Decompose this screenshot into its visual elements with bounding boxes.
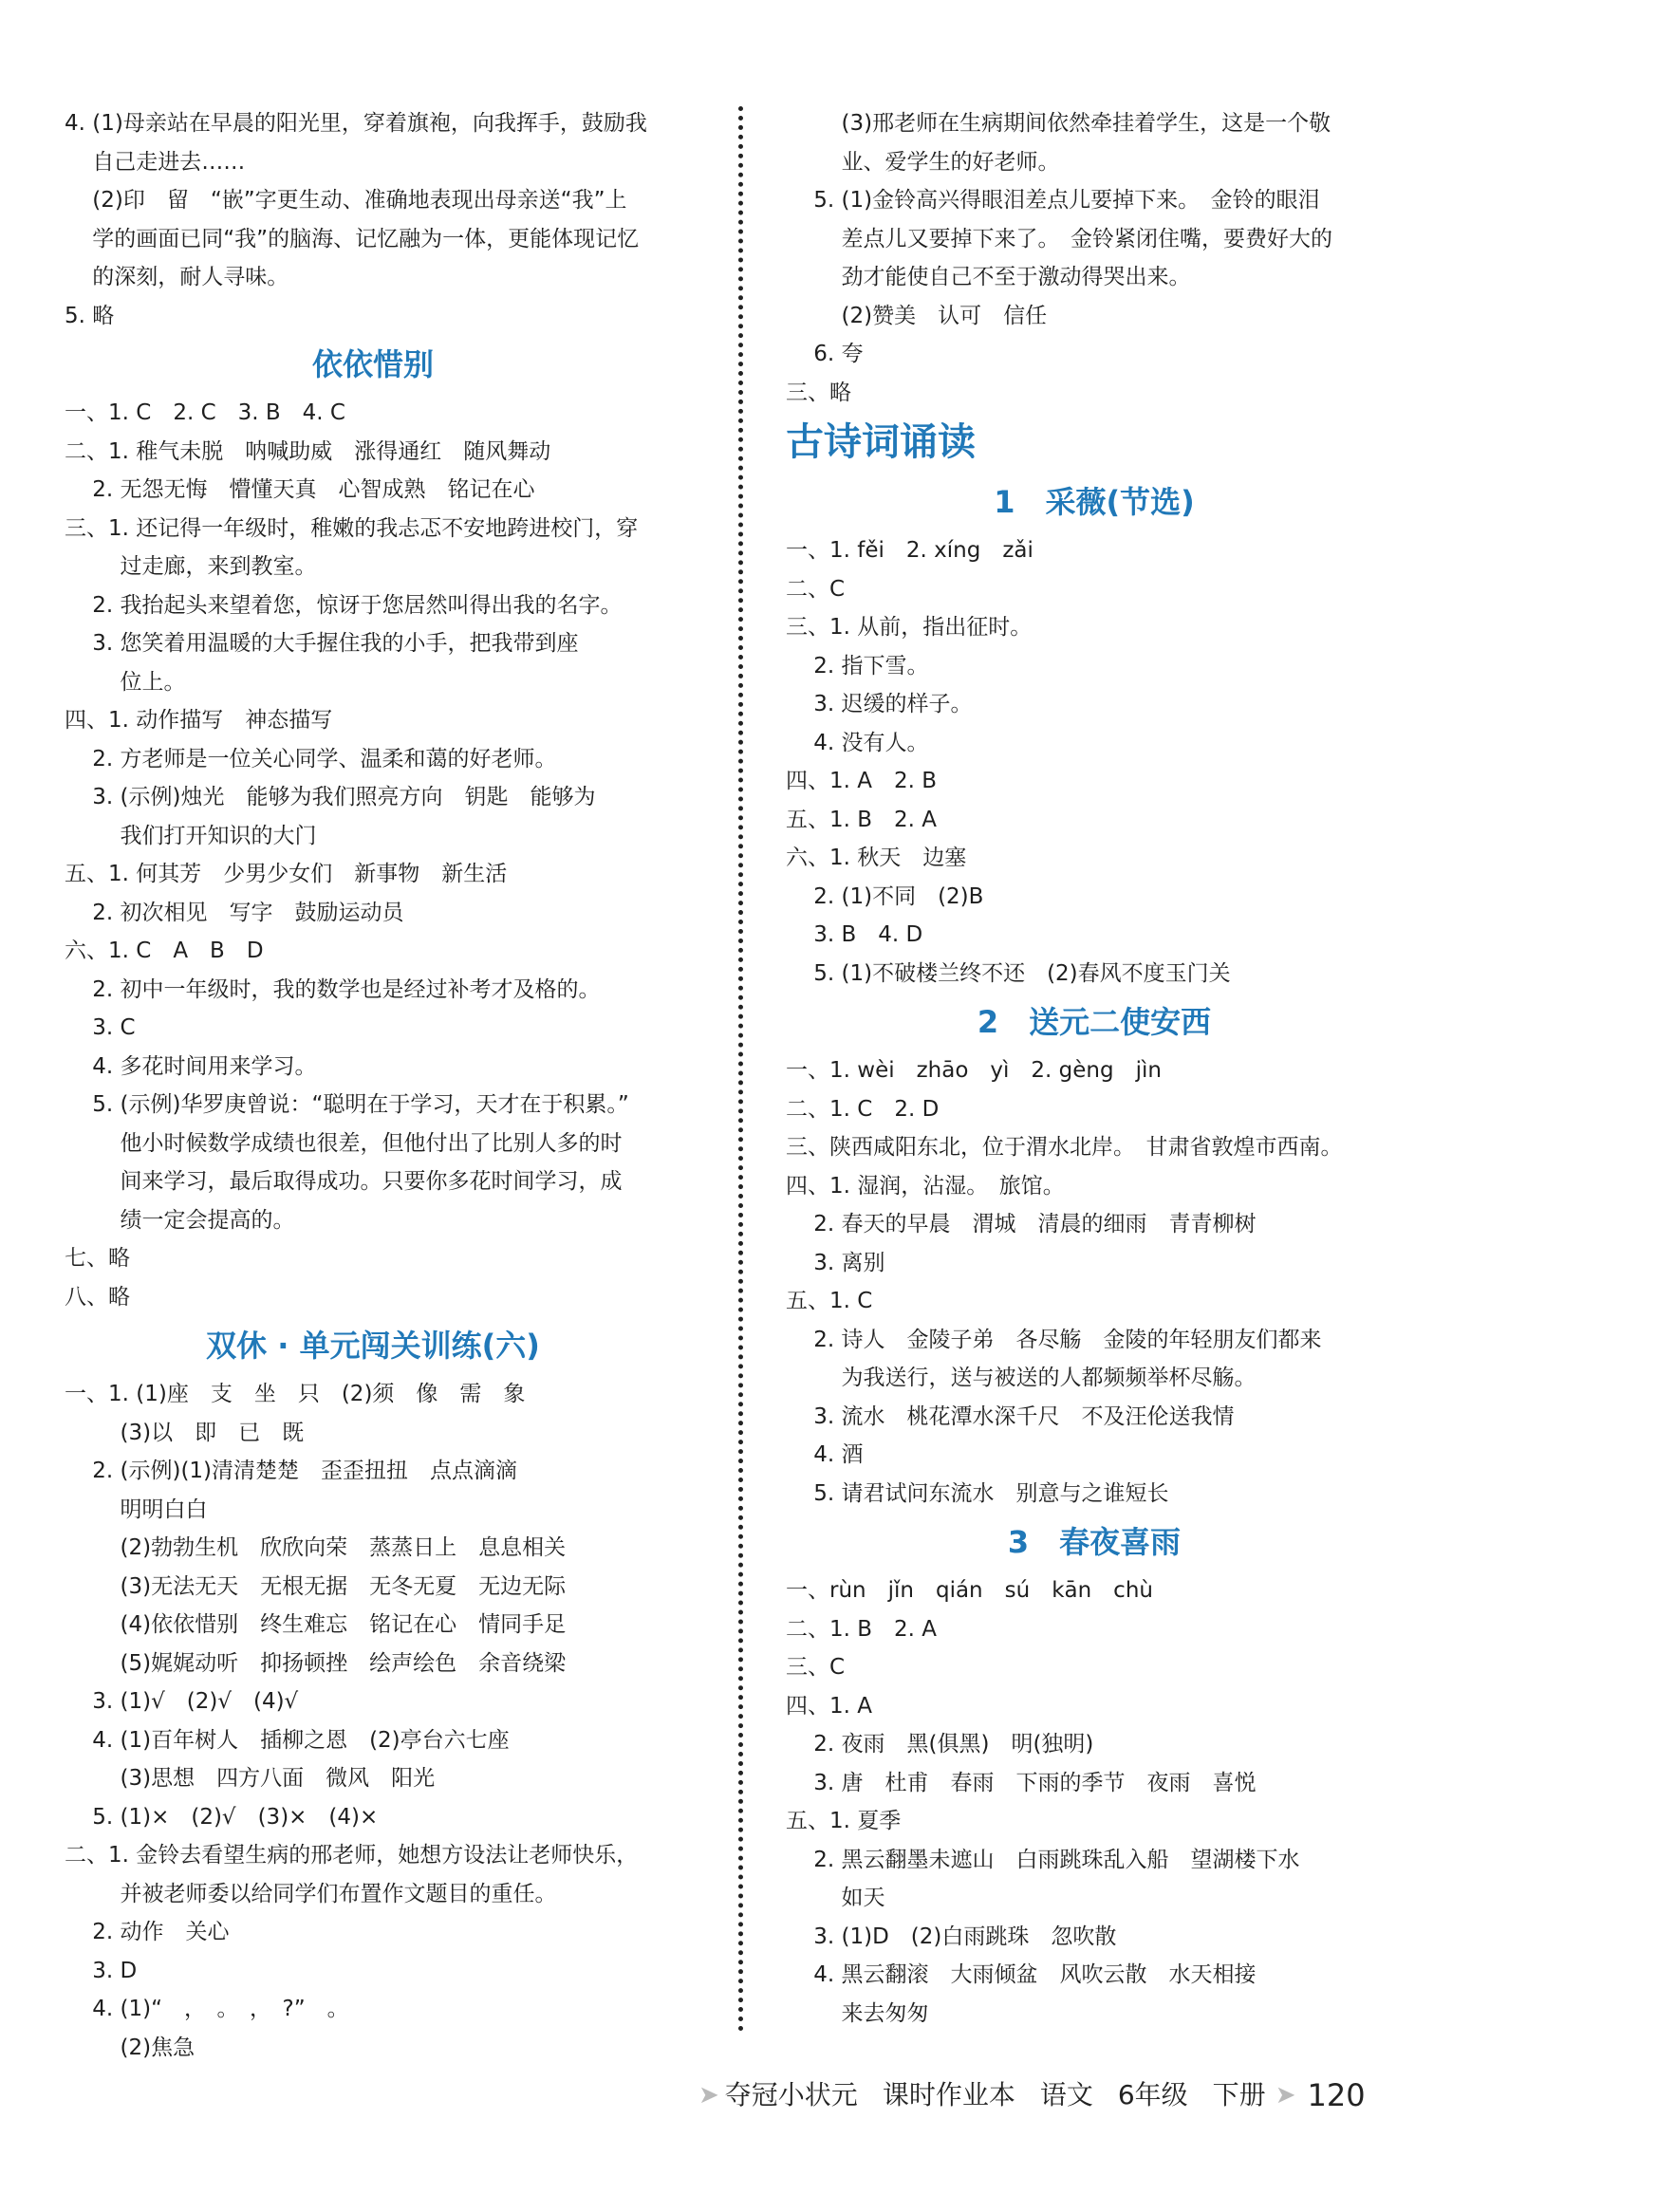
answer-line: 并被老师委以给同学们布置作文题目的重任。	[65, 1881, 557, 1906]
answer-line: 6. 夸	[786, 342, 864, 366]
answer-line: 二、1. B 2. A	[786, 1616, 938, 1642]
answer-line: 过走廊，来到教室。	[65, 554, 317, 579]
answer-line: 2. 指下雪。	[786, 653, 929, 678]
answer-line: 4. (1)百年树人 插柳之恩 (2)亭台六七座	[65, 1727, 510, 1753]
answer-line: 3. D	[65, 1958, 138, 1983]
footer-subject: 语文	[1039, 2079, 1093, 2110]
answer-line: 差点儿又要掉下来了。 金铃紧闭住嘴，要费好大的	[786, 226, 1332, 251]
answer-line: 3. (示例)烛光 能够为我们照亮方向 钥匙 能够为	[65, 785, 596, 809]
answer-line: 二、1. 金铃去看望生病的邢老师，她想方设法让老师快乐，	[65, 1843, 639, 1868]
answer-line: 2. 初中一年级时，我的数学也是经过补考才及格的。	[65, 976, 601, 1002]
answer-line: 业、爱学生的好老师。	[786, 149, 1060, 175]
answer-line: 八、略	[65, 1284, 130, 1310]
answer-line: 3. (1)√ (2)√ (4)√	[65, 1689, 299, 1714]
section-heading: 2 送元二使安西	[977, 1004, 1212, 1040]
answer-line: 4. 黑云翻滚 大雨倾盆 风吹云散 水天相接	[786, 1962, 1257, 1987]
page-number: 120	[1307, 2077, 1366, 2113]
left-answer-column	[65, 104, 681, 2067]
section-heading: 依依惜别	[311, 346, 434, 382]
answer-line: (3)思想 四方八面 微风 阳光	[65, 1766, 436, 1791]
footer-series: 课时作业本	[882, 2079, 1015, 2110]
right-answer-column	[786, 104, 1403, 2033]
answer-line: 一、1. C 2. C 3. B 4. C	[65, 400, 345, 425]
answer-line: (3)邢老师在生病期间依然牵挂着学生，这是一个敬	[786, 111, 1331, 136]
answer-line: 为我送行，送与被送的人都频频举杯尽觞。	[786, 1366, 1257, 1390]
answer-line: 2. 我抬起头来望着您，惊讶于您居然叫得出我的名字。	[65, 592, 623, 618]
answer-line: 2. 夜雨 黑(俱黑) 明(独明)	[786, 1732, 1094, 1757]
answer-line: 四、1. A 2. B	[786, 769, 938, 793]
answer-line: 的深刻，耐人寻味。	[65, 265, 289, 289]
footer-grade: 6年级	[1117, 2079, 1188, 2110]
answer-line: 4. 酒	[786, 1442, 864, 1467]
answer-line: 如天	[786, 1886, 885, 1910]
answer-line: 2. 诗人 金陵子弟 各尽觞 金陵的年轻朋友们都来	[786, 1327, 1322, 1352]
answer-line: 我们打开知识的大门	[65, 823, 317, 848]
answer-line: 3. 唐 杜甫 春雨 下雨的季节 夜雨 喜悦	[786, 1770, 1257, 1795]
answer-line: (2)印 留 “嵌”字更生动、准确地表现出母亲送“我”上	[65, 188, 627, 213]
answer-line: 位上。	[65, 669, 186, 695]
answer-line: 四、1. 动作描写 神态描写	[65, 708, 333, 733]
answer-line: 四、1. 湿润，沾湿。 旅馆。	[786, 1173, 1065, 1199]
answer-line: 2. 初次相见 写字 鼓励运动员	[65, 900, 404, 925]
answer-line: 2. (示例)(1)清清楚楚 歪歪扭扭 点点滴滴	[65, 1459, 518, 1483]
answer-line: 一、1. (1)座 支 坐 只 (2)须 像 需 象	[65, 1382, 526, 1406]
footer-arrow-icon: ➤	[698, 2081, 719, 2110]
answer-line: 3. 离别	[786, 1250, 885, 1275]
answer-line: 4. 没有人。	[786, 730, 929, 755]
answer-line: 3. 您笑着用温暖的大手握住我的小手，把我带到座	[65, 631, 579, 656]
answer-line: 2. 方老师是一位关心同学、温柔和蔼的好老师。	[65, 746, 557, 771]
answer-line: 七、略	[65, 1246, 130, 1271]
answer-line: 四、1. A	[786, 1693, 872, 1719]
column-divider	[738, 106, 743, 2033]
answer-line: 自己走进去……	[65, 149, 246, 175]
answer-line: 3. C	[65, 1015, 136, 1040]
answer-line: 2. (1)不同 (2)B	[786, 883, 984, 909]
answer-line: 4. 多花时间用来学习。	[65, 1053, 317, 1079]
answer-line: 三、C	[786, 1655, 846, 1680]
answer-line: 五、1. B 2. A	[786, 807, 938, 832]
answer-line: 五、1. 何其芳 少男少女们 新事物 新生活	[65, 862, 508, 886]
answer-line: 明明白白	[65, 1496, 208, 1522]
answer-line: 劲才能使自己不至于激动得哭出来。	[786, 265, 1191, 289]
answer-line: 3. (1)D (2)白雨跳珠 忽吹散	[786, 1924, 1117, 1949]
answer-line: 3. B 4. D	[786, 922, 923, 947]
answer-line: 3. 流水 桃花潭水深千尺 不及汪伦送我情	[786, 1403, 1235, 1429]
answer-line: 他小时候数学成绩也很差，但他付出了比别人多的时	[65, 1130, 623, 1156]
answer-line: 2. 无怨无悔 懵懂天真 心智成熟 铭记在心	[65, 477, 535, 502]
answer-line: 一、1. fěi 2. xíng zǎi	[786, 538, 1033, 563]
answer-line: 来去匆匆	[786, 2000, 929, 2026]
chapter-heading: 古诗词诵读	[786, 420, 976, 464]
footer-volume: 下册	[1212, 2079, 1266, 2110]
answer-line: 一、rùn jǐn qián sú kān chù	[786, 1578, 1153, 1603]
answer-line: 2. 黑云翻墨未遮山 白雨跳珠乱入船 望湖楼下水	[786, 1847, 1300, 1872]
answer-line: 二、C	[786, 576, 846, 602]
answer-line: 3. 迟缓的样子。	[786, 692, 973, 716]
section-heading: 双休 · 单元闯关训练(六)	[206, 1328, 540, 1364]
answer-line: 三、略	[786, 380, 851, 405]
answer-line: 二、1. C 2. D	[786, 1096, 940, 1122]
answer-line: (2)焦急	[65, 2035, 195, 2060]
answer-line: 三、1. 还记得一年级时，稚嫩的我忐忑不安地跨进校门，穿	[65, 515, 639, 541]
answer-line: 六、1. 秋天 边塞	[786, 846, 967, 870]
answer-line: 5. (1)不破楼兰终不还 (2)春风不度玉门关	[786, 960, 1231, 986]
answer-line: (3)无法无天 无根无据 无冬无夏 无边无际	[65, 1573, 567, 1599]
answer-line: 一、1. wèi zhāo yì 2. gèng jìn	[786, 1058, 1162, 1083]
answer-line: (2)勃勃生机 欣欣向荣 蒸蒸日上 息息相关	[65, 1535, 567, 1560]
footer-arrow-icon: ➤	[1275, 2081, 1296, 2110]
answer-line: 五、1. 夏季	[786, 1809, 902, 1833]
answer-line: 5. (1)金铃高兴得眼泪差点儿要掉下来。 金铃的眼泪	[786, 188, 1320, 213]
section-heading: 3 春夜喜雨	[1007, 1524, 1182, 1560]
answer-line: 2. 动作 关心	[65, 1920, 230, 1944]
page-footer	[693, 2069, 1366, 2122]
answer-line: 5. 略	[65, 303, 115, 328]
answer-line: 间来学习，最后取得成功。只要你多花时间学习，成	[65, 1169, 623, 1194]
answer-line: 5. (1)× (2)√ (3)× (4)×	[65, 1804, 379, 1830]
answer-line: 5. 请君试问东流水 别意与之谁短长	[786, 1480, 1169, 1506]
answer-line: (5)娓娓动听 抑扬顿挫 绘声绘色 余音绕梁	[65, 1650, 567, 1676]
answer-line: 4. (1)“ ， 。 ， ?” 。	[65, 1997, 349, 2021]
answer-line: (2)赞美 认可 信任	[786, 303, 1048, 328]
answer-line: 六、1. C A B D	[65, 939, 264, 963]
answer-line: 三、1. 从前，指出征时。	[786, 615, 1033, 640]
answer-line: 二、1. 稚气未脱 呐喊助威 涨得通红 随风舞动	[65, 438, 551, 464]
footer-brand: 夺冠小状元	[724, 2079, 858, 2110]
answer-line: 五、1. C	[786, 1289, 873, 1313]
answer-line: 绩一定会提高的。	[65, 1207, 295, 1233]
answer-line: 2. 春天的早晨 渭城 清晨的细雨 青青柳树	[786, 1212, 1257, 1236]
answer-line: (3)以 即 已 既	[65, 1420, 305, 1445]
section-heading: 1 采薇(节选)	[994, 484, 1195, 520]
answer-line: 5. (示例)华罗庚曾说：“聪明在于学习，天才在于积累。”	[65, 1092, 629, 1117]
answer-line: 4. (1)母亲站在早晨的阳光里，穿着旗袍，向我挥手，鼓励我	[65, 111, 647, 136]
answer-line: 学的画面已同“我”的脑海、记忆融为一体，更能体现记忆	[65, 226, 640, 251]
answer-line: (4)依依惜别 终生难忘 铭记在心 情同手足	[65, 1612, 567, 1637]
answer-line: 三、陕西咸阳东北，位于渭水北岸。 甘肃省敦煌市西南。	[786, 1135, 1343, 1160]
